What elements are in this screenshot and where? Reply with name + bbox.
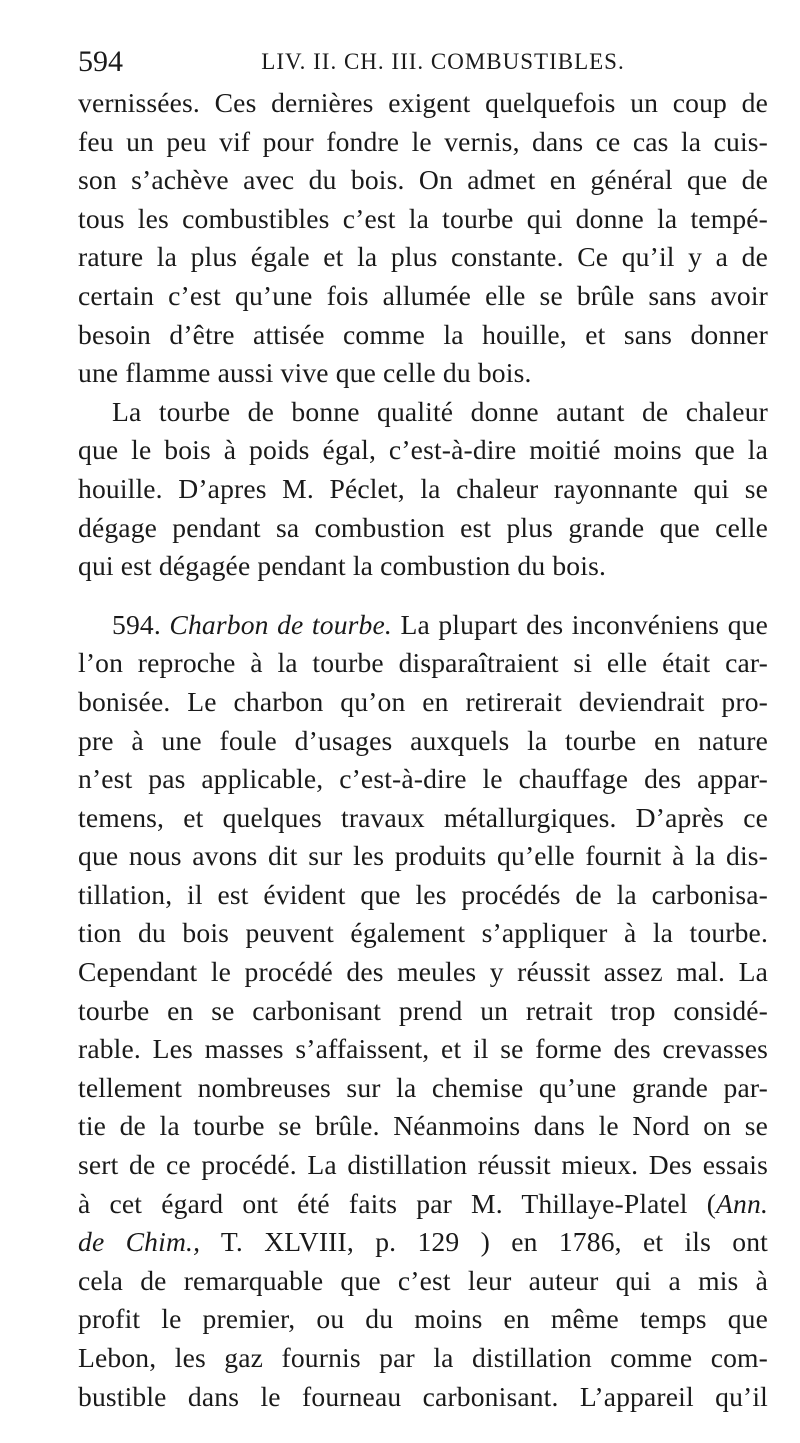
paragraph-spacer [78,586,768,606]
text-line: La tourbe de bonne qualité donne autant de chaleur [112,395,768,427]
text-line: une flamme aussi vive que celle du bois. [78,357,532,389]
body-text [78,84,768,1416]
text-line: tie de la tourbe se brûle. Néanmoins dans le Nord on se [78,1110,768,1142]
citation-details: T. XLVIII, p. 129 ) en 1786, et ils ont [220,1226,768,1258]
text-line: Cependant le procédé des meules y réussit assez mal. La [78,956,768,988]
text-line: que nous avons dit sur les produits qu’elle fournit à la dis- [78,840,768,872]
section-number: 594. [112,608,161,640]
text-line: son s’achève avec du bois. On admet en général que de [78,164,768,196]
text-line: l’on reproche à la tourbe disparaîtraient si elle était car- [78,647,768,679]
page-number: 594 [78,45,123,78]
text-line: bonisée. Le charbon qu’on en retirerait deviendrait pro- [78,685,768,717]
text-line: bustible dans le fourneau carbonisant. L’appareil qu’il [78,1380,768,1412]
text-line: tellement nombreuses sur la chemise qu’une grande par- [78,1071,768,1103]
text-line: rable. Les masses s’affaissent, et il se forme des crevasses [78,1033,768,1065]
text-line: pre à une foule d’usages auxquels la tourbe en nature [78,724,768,756]
text-line: temens, et quelques travaux métallurgiques. D’après ce [78,801,768,833]
text-line: que le bois à poids égal, c’est-à-dire moitié moins que la [78,434,768,466]
text-line: rature la plus égale et la plus constante. Ce qu’il y a de [78,241,768,273]
text-line: tillation, il est évident que les procédés de la carbonisa- [78,878,768,910]
text-line: houille. D’apres M. Péclet, la chaleur rayonnante qui se [78,472,768,504]
book-page [78,0,768,1443]
text-line: besoin d’être attisée comme la houille, et sans donner [78,318,768,350]
text-line: profit le premier, ou du moins en même temps que [78,1303,768,1335]
text-line: certain c’est qu’une fois allumée elle se brûle sans avoir [78,279,768,311]
paragraph-3 [78,606,768,1416]
section-first-line-text: La plupart des inconvéniens que [400,608,768,640]
text-line: qui est dégagée pendant la combustion du bois. [78,550,607,582]
text-line: n’est pas applicable, c’est-à-dire le chauffage des appar- [78,763,768,795]
citation-intro: à cet égard ont été faits par M. Thillaye-Platel ( [78,1187,717,1219]
text-line: vernissées. Ces dernières exigent quelquefois un coup de [78,87,768,118]
citation-journal-abbrev: Ann. [716,1187,768,1219]
paragraph-2 [78,393,768,586]
text-line: cela de remarquable que c’est leur auteur qui a mis à [78,1264,768,1296]
text-line: tourbe en se carbonisant prend un retrait trop considé- [78,994,768,1026]
text-line: Lebon, les gaz fournis par la distillation comme com- [78,1342,768,1373]
text-line: feu un peu vif pour fondre le vernis, dans ce cas la cuis- [78,125,768,157]
text-line: tous les combustibles c’est la tourbe qui donne la tempé- [78,202,768,234]
section-title: Charbon de tourbe. [169,608,392,640]
text-line: dégage pendant sa combustion est plus grande que celle [78,511,768,543]
citation-line-start [78,1185,768,1224]
text-line: tion du bois peuvent également s’appliquer à la tourbe. [78,917,768,949]
citation-line-end [78,1223,768,1262]
running-head: LIV. II. CH. III. COMBUSTIBLES. [261,49,625,74]
citation-journal-name: de Chim., [78,1226,201,1258]
paragraph-1 [78,84,768,393]
section-first-line [78,606,768,645]
text-line: sert de ce procédé. La distillation réussit mieux. Des essais [78,1149,768,1181]
page-header [78,42,768,82]
